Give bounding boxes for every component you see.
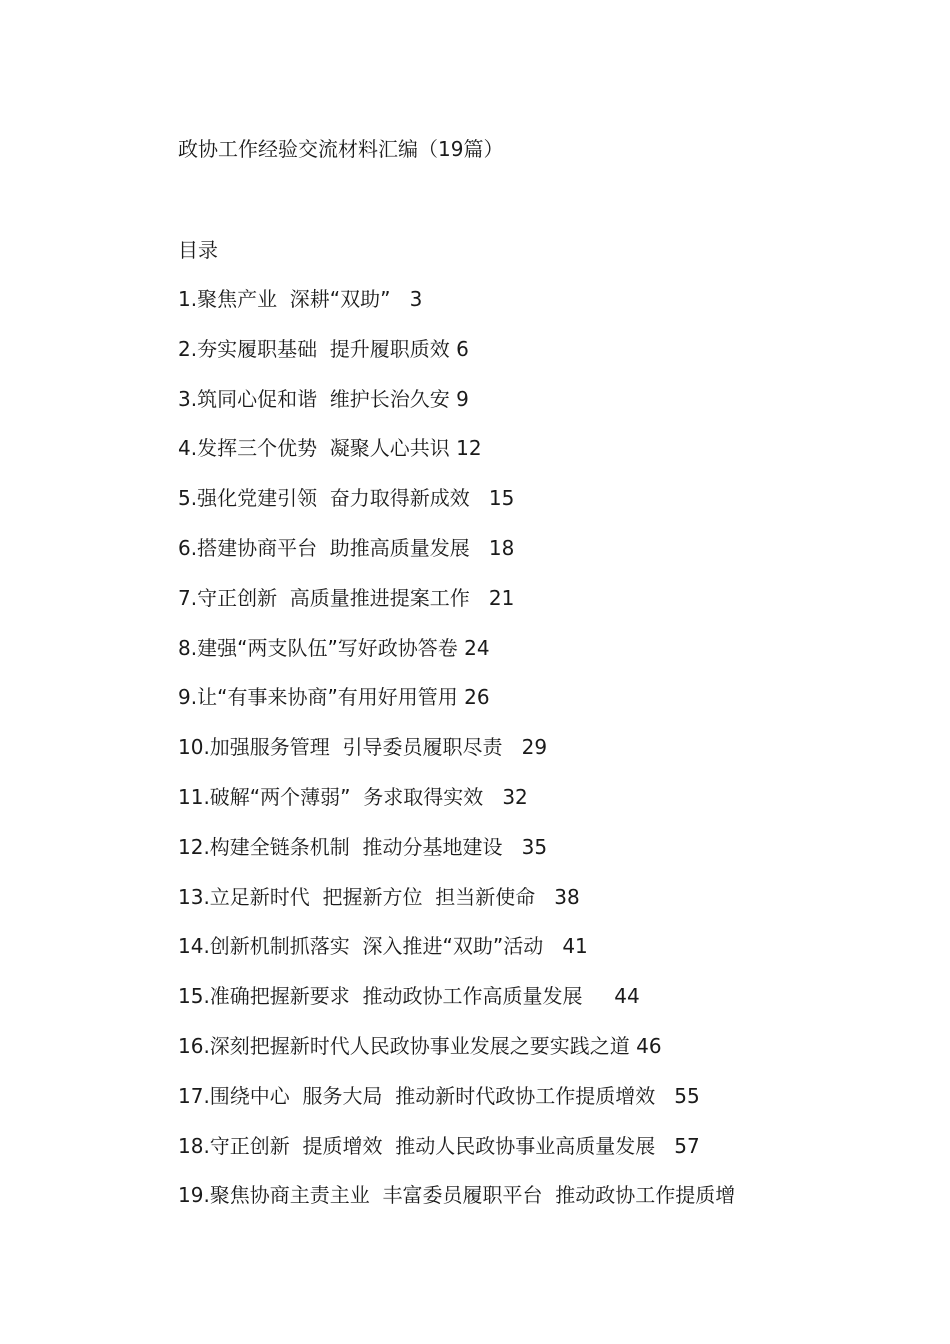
toc-item: 13.立足新时代 把握新方位 担当新使命 38: [178, 884, 580, 909]
toc-item: 15.准确把握新要求 推动政协工作高质量发展 44: [178, 984, 640, 1009]
toc-item: 4.发挥三个优势 凝聚人心共识 12: [178, 436, 482, 461]
toc-item: 7.守正创新 高质量推进提案工作 21: [178, 585, 515, 610]
toc-item: 8.建强“两支队伍”写好政协答卷 24: [178, 635, 490, 660]
toc-heading: 目录: [178, 238, 218, 262]
toc-item: 18.守正创新 提质增效 推动人民政协事业高质量发展 57: [178, 1133, 700, 1158]
document-title: 政协工作经验交流材料汇编（19篇）: [178, 137, 504, 161]
toc-item: 16.深刻把握新时代人民政协事业发展之要实践之道 46: [178, 1033, 662, 1058]
toc-list: [178, 286, 918, 1232]
toc-item: 17.围绕中心 服务大局 推动新时代政协工作提质增效 55: [178, 1083, 700, 1108]
toc-item: 11.破解“两个薄弱” 务求取得实效 32: [178, 784, 528, 809]
toc-item: 19.聚焦协商主责主业 丰富委员履职平台 推动政协工作提质增: [178, 1183, 736, 1208]
toc-item: 12.构建全链条机制 推动分基地建设 35: [178, 834, 548, 859]
toc-item: 9.让“有事来协商”有用好用管用 26: [178, 685, 490, 710]
toc-item: 2.夯实履职基础 提升履职质效 6: [178, 336, 469, 361]
toc-item: 6.搭建协商平台 助推高质量发展 18: [178, 535, 515, 560]
toc-item: 5.强化党建引领 奋力取得新成效 15: [178, 486, 515, 511]
toc-item: 1.聚焦产业 深耕“双助” 3: [178, 287, 423, 311]
toc-item: 14.创新机制抓落实 深入推进“双助”活动 41: [178, 934, 588, 959]
toc-item: 3.筑同心促和谐 维护长治久安 9: [178, 386, 469, 411]
toc-item: 10.加强服务管理 引导委员履职尽责 29: [178, 735, 548, 760]
